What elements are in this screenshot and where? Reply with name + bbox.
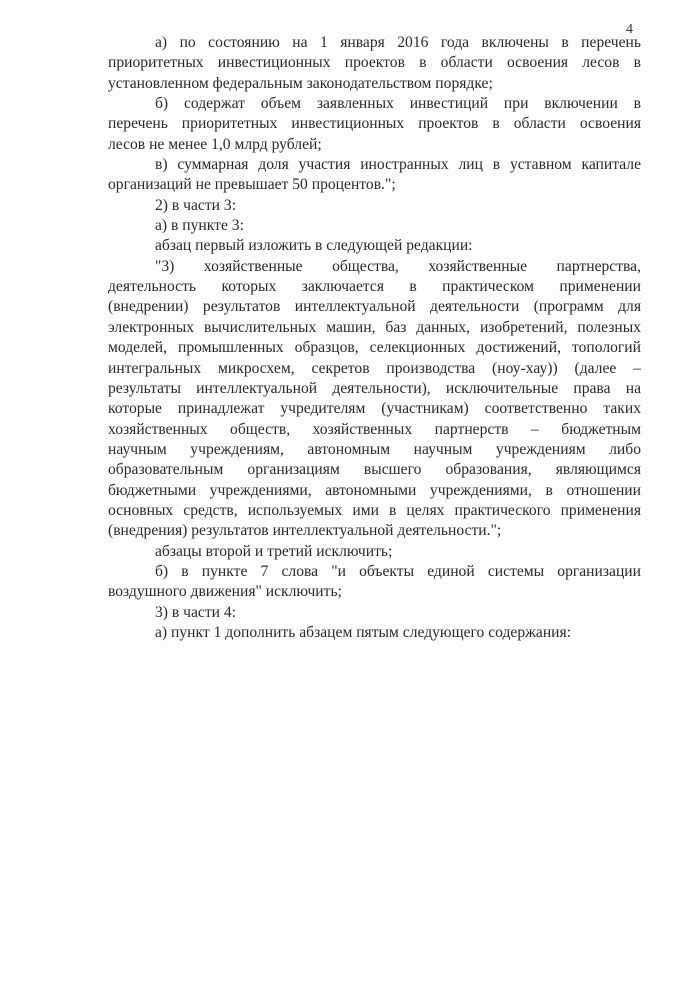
text-line: абзацы второй и третий исключить; [155,542,393,560]
text-line: результаты интеллектуальной деятельности), исключительные права на [108,379,641,397]
paragraph [108,155,641,196]
document-body [108,33,641,643]
text-line: перечень приоритетных инвестиционных проектов в области освоения [108,115,641,133]
paragraph [108,562,641,603]
paragraph [108,603,641,623]
page-number: 4 [626,22,633,37]
paragraph [108,94,641,155]
text-line: а) в пункте 3: [155,217,244,235]
text-line: научным учреждениям, автономным научным учреждениям либо [108,440,641,458]
text-line: б) содержат объем заявленных инвестиций при включении в [155,95,641,113]
text-line: основных средств, используемых ими в целях практического применения [108,501,641,519]
paragraph [108,542,641,562]
text-line: лесов не менее 1,0 млрд рублей; [108,135,322,153]
text-line: образовательным организациям высшего образования, являющимся [108,461,641,479]
text-line: деятельность которых заключается в практическом применении [108,278,641,296]
text-line: а) по состоянию на 1 января 2016 года включены в перечень [155,34,641,51]
text-line: интегральных микросхем, секретов производства (ноу-хау)) (далее – [108,359,641,377]
paragraph [108,216,641,236]
text-line: (внедрения) результатов интеллектуальной деятельности."; [108,522,502,540]
text-line: абзац первый изложить в следующей редакции: [155,237,473,255]
text-line: бюджетными учреждениями, автономными учреждениями, в отношении [108,481,641,499]
text-line: в) суммарная доля участия иностранных лиц в уставном капитале [155,156,641,174]
paragraph [108,623,641,643]
paragraph [108,257,641,542]
text-line: электронных вычислительных машин, баз данных, изобретений, полезных [108,318,641,336]
text-line: 3) в части 4: [155,603,237,621]
text-line: б) в пункте 7 слова "и объекты единой системы организации [155,562,641,580]
text-line: приоритетных инвестиционных проектов в области освоения лесов в [108,54,641,72]
text-line: 2) в части 3: [155,196,237,214]
text-line: воздушного движения" исключить; [108,583,342,601]
paragraph [108,236,641,256]
text-line: хозяйственных обществ, хозяйственных партнерств – бюджетным [108,420,641,438]
paragraph [108,33,641,94]
text-line: (внедрении) результатов интеллектуальной деятельности (программ для [108,298,641,316]
text-line: "3) хозяйственные общества, хозяйственные партнерства, [155,257,641,275]
text-line: а) пункт 1 дополнить абзацем пятым следующего содержания: [155,623,572,641]
paragraph [108,196,641,216]
text-line: моделей, промышленных образцов, селекционных достижений, топологий [108,339,641,357]
text-line: организаций не превышает 50 процентов."; [108,176,396,194]
text-line: установленном федеральным законодательством порядке; [108,74,493,92]
text-line: которые принадлежат учредителям (участникам) соответственно таких [108,400,641,418]
